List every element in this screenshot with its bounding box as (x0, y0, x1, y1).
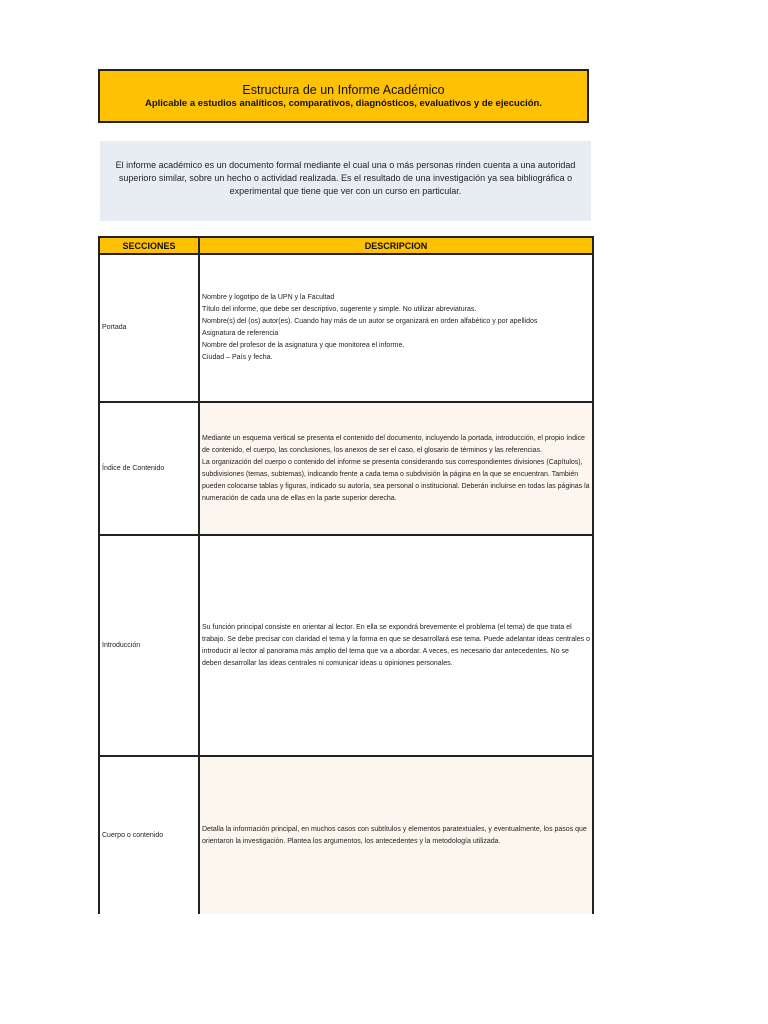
description-line: Ciudad – País y fecha. (202, 354, 273, 361)
description-line: Nombre(s) del (os) autor(es). Cuando hay más de un autor se organizará en orden alfabético y por apellidos (202, 318, 538, 325)
intro-paragraph: El informe académico es un documento formal mediante el cual una o más personas rinden cuenta a una autoridad superioro similar, sobre un hecho o actividad realizada. Es el resultado de una investigación ya sea bibliográfica o experimental que tiene que ver con un curso en particular. (115, 160, 576, 196)
header-description: DESCRIPCION (199, 237, 593, 254)
section-name: Portada (99, 254, 199, 402)
sections-table (98, 236, 594, 914)
description-line: La organización del cuerpo o contenido del informe se presenta considerando sus correspondientes divisiones (Capítulos), subdivisiones (temas, subtemas), indicando frente a cada tema o subdivisión la página en la que se encuentran. También pueden colocarse tablas y figuras, indicado su autoría, sea personal o institucional. Deberán incluirse en todas las páginas la numeración de cada una de ellas en la parte superior derecha. (202, 458, 590, 502)
description-line: Asignatura de referencia (202, 330, 279, 337)
document-title-box (98, 69, 589, 123)
document-title: Estructura de un Informe Académico (242, 83, 445, 97)
description-line: Nombre y logotipo de la UPN y la Facultad (202, 294, 335, 301)
description-line: Detalla la información principal, en muchos casos con subtítulos y elementos paratextuales, y eventualmente, los pasos que orientaron la investigación. Plantea los argumentos, los antecedentes y la metodología utilizada. (202, 825, 587, 845)
description-line: Título del informe, que debe ser descriptivo, sugerente y simple. No utilizar abreviaturas. (202, 306, 477, 313)
section-name: Introducción (99, 535, 199, 756)
table-row-cuerpo (99, 756, 593, 914)
section-description (199, 756, 593, 914)
table-header-row (99, 237, 593, 254)
table-row-indice (99, 402, 593, 535)
section-description (199, 254, 593, 402)
section-name: Cuerpo o contenido (99, 756, 199, 914)
description-line: Mediante un esquema vertical se presenta el contenido del documento, incluyendo la portada, introducción, el propio índice de contenido, el cuerpo, las conclusiones, los anexos de ser el caso, el glosario de términos y las referencias. (202, 434, 585, 454)
document-subtitle: Aplicable a estudios analíticos, comparativos, diagnósticos, evaluativos y de ejecución. (144, 98, 543, 109)
table-row-introduccion (99, 535, 593, 756)
section-description (199, 402, 593, 535)
description-line: Su función principal consiste en orientar al lector. En ella se expondrá brevemente el problema (el tema) de que trata el trabajo. Se debe precisar con claridad el tema y la forma en que se desarrollará ese tema. Puede adelantar ideas centrales o introducir al lector al panorama más amplio del tema que va a abordar. A veces, es necesario dar antecedentes. No se deben desarrollar las ideas centrales ni comunicar ideas u opiniones personales. (202, 623, 590, 667)
section-description (199, 535, 593, 756)
table-row-portada (99, 254, 593, 402)
header-sections: SECCIONES (99, 237, 199, 254)
intro-paragraph-box (100, 141, 591, 221)
section-name: Índice de Contenido (99, 402, 199, 535)
description-line: Nombre del profesor de la asignatura y que monitorea el informe. (202, 342, 405, 349)
